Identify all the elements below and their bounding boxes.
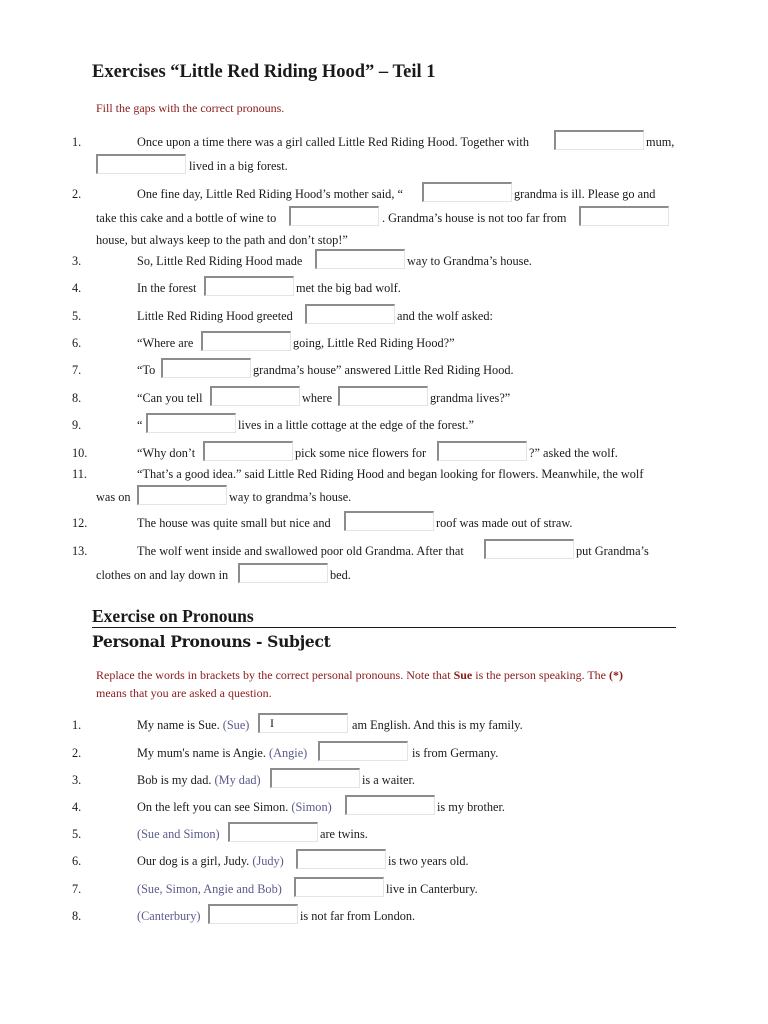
item-text: is from Germany. [412, 746, 499, 760]
item-text: bed. [330, 568, 351, 582]
exercise-item [0, 539, 768, 561]
item-text-lead: My mum's name is Angie. [137, 746, 270, 760]
exercise-item [0, 130, 768, 152]
pronoun-gap-input[interactable] [203, 441, 293, 461]
bracket-hint: (Canterbury) [137, 909, 201, 923]
bracket-hint: (Judy) [252, 854, 284, 868]
instruction-text: means that you are asked a question. [96, 686, 272, 700]
item-text [137, 746, 307, 761]
item-text: In the forest [137, 281, 197, 295]
item-number: 1. [72, 135, 82, 149]
exercise-item-continued [0, 228, 768, 250]
pronoun-gap-input[interactable] [208, 904, 298, 924]
item-text: am English. And this is my family. [352, 718, 523, 732]
pronoun-gap-input[interactable] [289, 206, 379, 226]
pronoun-gap-input[interactable] [345, 795, 435, 815]
pronoun-gap-input[interactable] [305, 304, 395, 324]
bracket-hint: (Sue and Simon) [137, 827, 220, 841]
exercise-item [0, 182, 768, 204]
item-text: “That’s a good idea.” said Little Red Riding Hood and began looking for flowers. Meanwhile, the wolf [137, 467, 644, 481]
exercise-item [0, 358, 768, 380]
pronoun-gap-input[interactable] [437, 441, 527, 461]
item-number: 1. [72, 718, 82, 732]
exercise-item [0, 768, 768, 790]
item-text: The house was quite small but nice and [137, 516, 331, 530]
section-divider [92, 627, 676, 628]
exercise-item [0, 331, 768, 353]
item-text: clothes on and lay down in [96, 568, 229, 582]
pronoun-gap-input[interactable] [137, 485, 227, 505]
pronoun-gap-input[interactable] [484, 539, 574, 559]
item-text-lead: My name is Sue. [137, 718, 223, 732]
item-text: grandma’s house” answered Little Red Riding Hood. [253, 363, 514, 377]
item-number: 8. [72, 909, 82, 923]
item-text: live in Canterbury. [386, 882, 478, 896]
item-text: going, Little Red Riding Hood?” [293, 336, 455, 350]
pronoun-gap-input[interactable] [161, 358, 251, 378]
exercise-instruction: Fill the gaps with the correct pronouns. [96, 101, 285, 115]
item-text: take this cake and a bottle of wine to [96, 211, 277, 225]
pronoun-gap-input[interactable] [270, 768, 360, 788]
item-text: “To [137, 363, 156, 377]
item-text-lead: Our dog is a girl, Judy. [137, 854, 253, 868]
pronoun-gap-input[interactable] [296, 849, 386, 869]
item-text: So, Little Red Riding Hood made [137, 254, 303, 268]
item-number: 3. [72, 773, 82, 787]
pronoun-gap-input[interactable] [579, 206, 669, 226]
item-text: The wolf went inside and swallowed poor old Grandma. After that [137, 544, 464, 558]
exercise-item [0, 822, 768, 844]
item-text [137, 773, 261, 788]
item-text: way to Grandma’s house. [407, 254, 532, 268]
item-number: 6. [72, 854, 82, 868]
item-number: 4. [72, 281, 82, 295]
item-text-lead: On the left you can see Simon. [137, 800, 292, 814]
item-text: Once upon a time there was a girl called Little Red Riding Hood. Together with [137, 135, 529, 149]
exercise-item [0, 413, 768, 435]
item-text: pick some nice flowers for [295, 446, 427, 460]
item-text [137, 800, 332, 815]
item-number: 3. [72, 254, 82, 268]
pronoun-gap-input[interactable] [238, 563, 328, 583]
item-number: 6. [72, 336, 82, 350]
item-text: way to grandma’s house. [229, 490, 352, 504]
exercise-item-continued [0, 485, 768, 507]
exercise-item [0, 741, 768, 763]
exercise-item [0, 849, 768, 871]
pronoun-gap-input[interactable] [422, 182, 512, 202]
item-text: “Can you tell [137, 391, 203, 405]
bracket-hint: (Sue, Simon, Angie and Bob) [137, 882, 282, 896]
item-text: met the big bad wolf. [296, 281, 401, 295]
exercise-instruction [96, 666, 686, 702]
item-text: put Grandma’s [576, 544, 649, 558]
exercise-item [0, 465, 768, 487]
pronoun-gap-input[interactable] [228, 822, 318, 842]
exercise-item [0, 795, 768, 817]
item-text: is not far from London. [300, 909, 416, 923]
gap-value: I [270, 716, 274, 730]
item-number: 7. [72, 882, 82, 896]
pronoun-gap-input[interactable] [96, 154, 186, 174]
item-number: 2. [72, 746, 82, 760]
item-text [137, 854, 284, 869]
exercise-item [0, 904, 768, 926]
exercise-item [0, 511, 768, 533]
item-text: grandma is ill. Please go and [514, 187, 656, 201]
item-text [137, 882, 282, 897]
exercise-item [0, 249, 768, 271]
exercise-item [0, 386, 768, 408]
pronoun-gap-input[interactable] [201, 331, 291, 351]
pronoun-gap-input[interactable] [146, 413, 236, 433]
item-text: lived in a big forest. [189, 159, 288, 173]
item-number: 10. [72, 446, 88, 460]
bracket-hint: (Simon) [291, 800, 332, 814]
exercise-title: Exercises “Little Red Riding Hood” – Teil 1 [92, 62, 436, 82]
item-number: 12. [72, 516, 88, 530]
item-number: 9. [72, 418, 82, 432]
item-text: are twins. [320, 827, 368, 841]
bracket-hint: (My dad) [214, 773, 261, 787]
exercise-item [0, 304, 768, 326]
item-text: mum, [646, 135, 675, 149]
item-text: house, but always keep to the path and don’t stop!” [96, 233, 348, 247]
section-subtitle: Personal Pronouns - Subject [92, 632, 331, 651]
item-text [137, 718, 249, 733]
pronoun-gap-input[interactable] [210, 386, 300, 406]
item-number: 8. [72, 391, 82, 405]
exercise-item [0, 441, 768, 463]
bracket-hint: (Sue) [222, 718, 250, 732]
item-text: “Where are [137, 336, 194, 350]
exercise-item [0, 713, 768, 735]
instruction-emphasis: (*) [609, 668, 624, 682]
exercise-item-continued [0, 563, 768, 585]
pronoun-gap-input[interactable] [315, 249, 405, 269]
item-text: grandma lives?” [430, 391, 511, 405]
bracket-hint: (Angie) [269, 746, 308, 760]
item-text [137, 827, 220, 842]
pronoun-gap-input[interactable] [554, 130, 644, 150]
pronoun-gap-input[interactable] [294, 877, 384, 897]
item-text: Little Red Riding Hood greeted [137, 309, 293, 323]
section-title: Exercise on Pronouns [92, 606, 254, 626]
item-text: is my brother. [437, 800, 505, 814]
exercise-item [0, 276, 768, 298]
pronoun-gap-input[interactable] [338, 386, 428, 406]
item-text: . Grandma’s house is not too far from [382, 211, 567, 225]
item-text [137, 909, 201, 924]
item-text-lead: Bob is my dad. [137, 773, 215, 787]
item-text: is a waiter. [362, 773, 415, 787]
item-text: “ [137, 418, 143, 432]
item-number: 13. [72, 544, 88, 558]
item-text: was on [96, 490, 131, 504]
item-number: 11. [72, 467, 87, 481]
pronoun-gap-input[interactable] [318, 741, 408, 761]
instruction-emphasis: Sue [453, 668, 473, 682]
item-number: 2. [72, 187, 82, 201]
item-text: and the wolf asked: [397, 309, 493, 323]
item-text: One fine day, Little Red Riding Hood’s mother said, “ [137, 187, 403, 201]
item-number: 5. [72, 827, 82, 841]
exercise-item [0, 877, 768, 899]
item-text: roof was made out of straw. [436, 516, 573, 530]
exercise-item-continued [0, 154, 768, 176]
item-number: 7. [72, 363, 82, 377]
item-text: where [302, 391, 333, 405]
pronoun-gap-input[interactable] [344, 511, 434, 531]
item-number: 5. [72, 309, 82, 323]
item-text: lives in a little cottage at the edge of the forest.” [238, 418, 474, 432]
item-number: 4. [72, 800, 82, 814]
instruction-text: is the person speaking. The [472, 668, 610, 682]
instruction-text: Replace the words in brackets by the correct personal pronouns. Note that [96, 668, 454, 682]
item-text: ?” asked the wolf. [529, 446, 618, 460]
exercise-item-continued [0, 206, 768, 228]
item-text: is two years old. [388, 854, 469, 868]
pronoun-gap-input[interactable] [258, 713, 348, 733]
pronoun-gap-input[interactable] [204, 276, 294, 296]
item-text: “Why don’t [137, 446, 196, 460]
